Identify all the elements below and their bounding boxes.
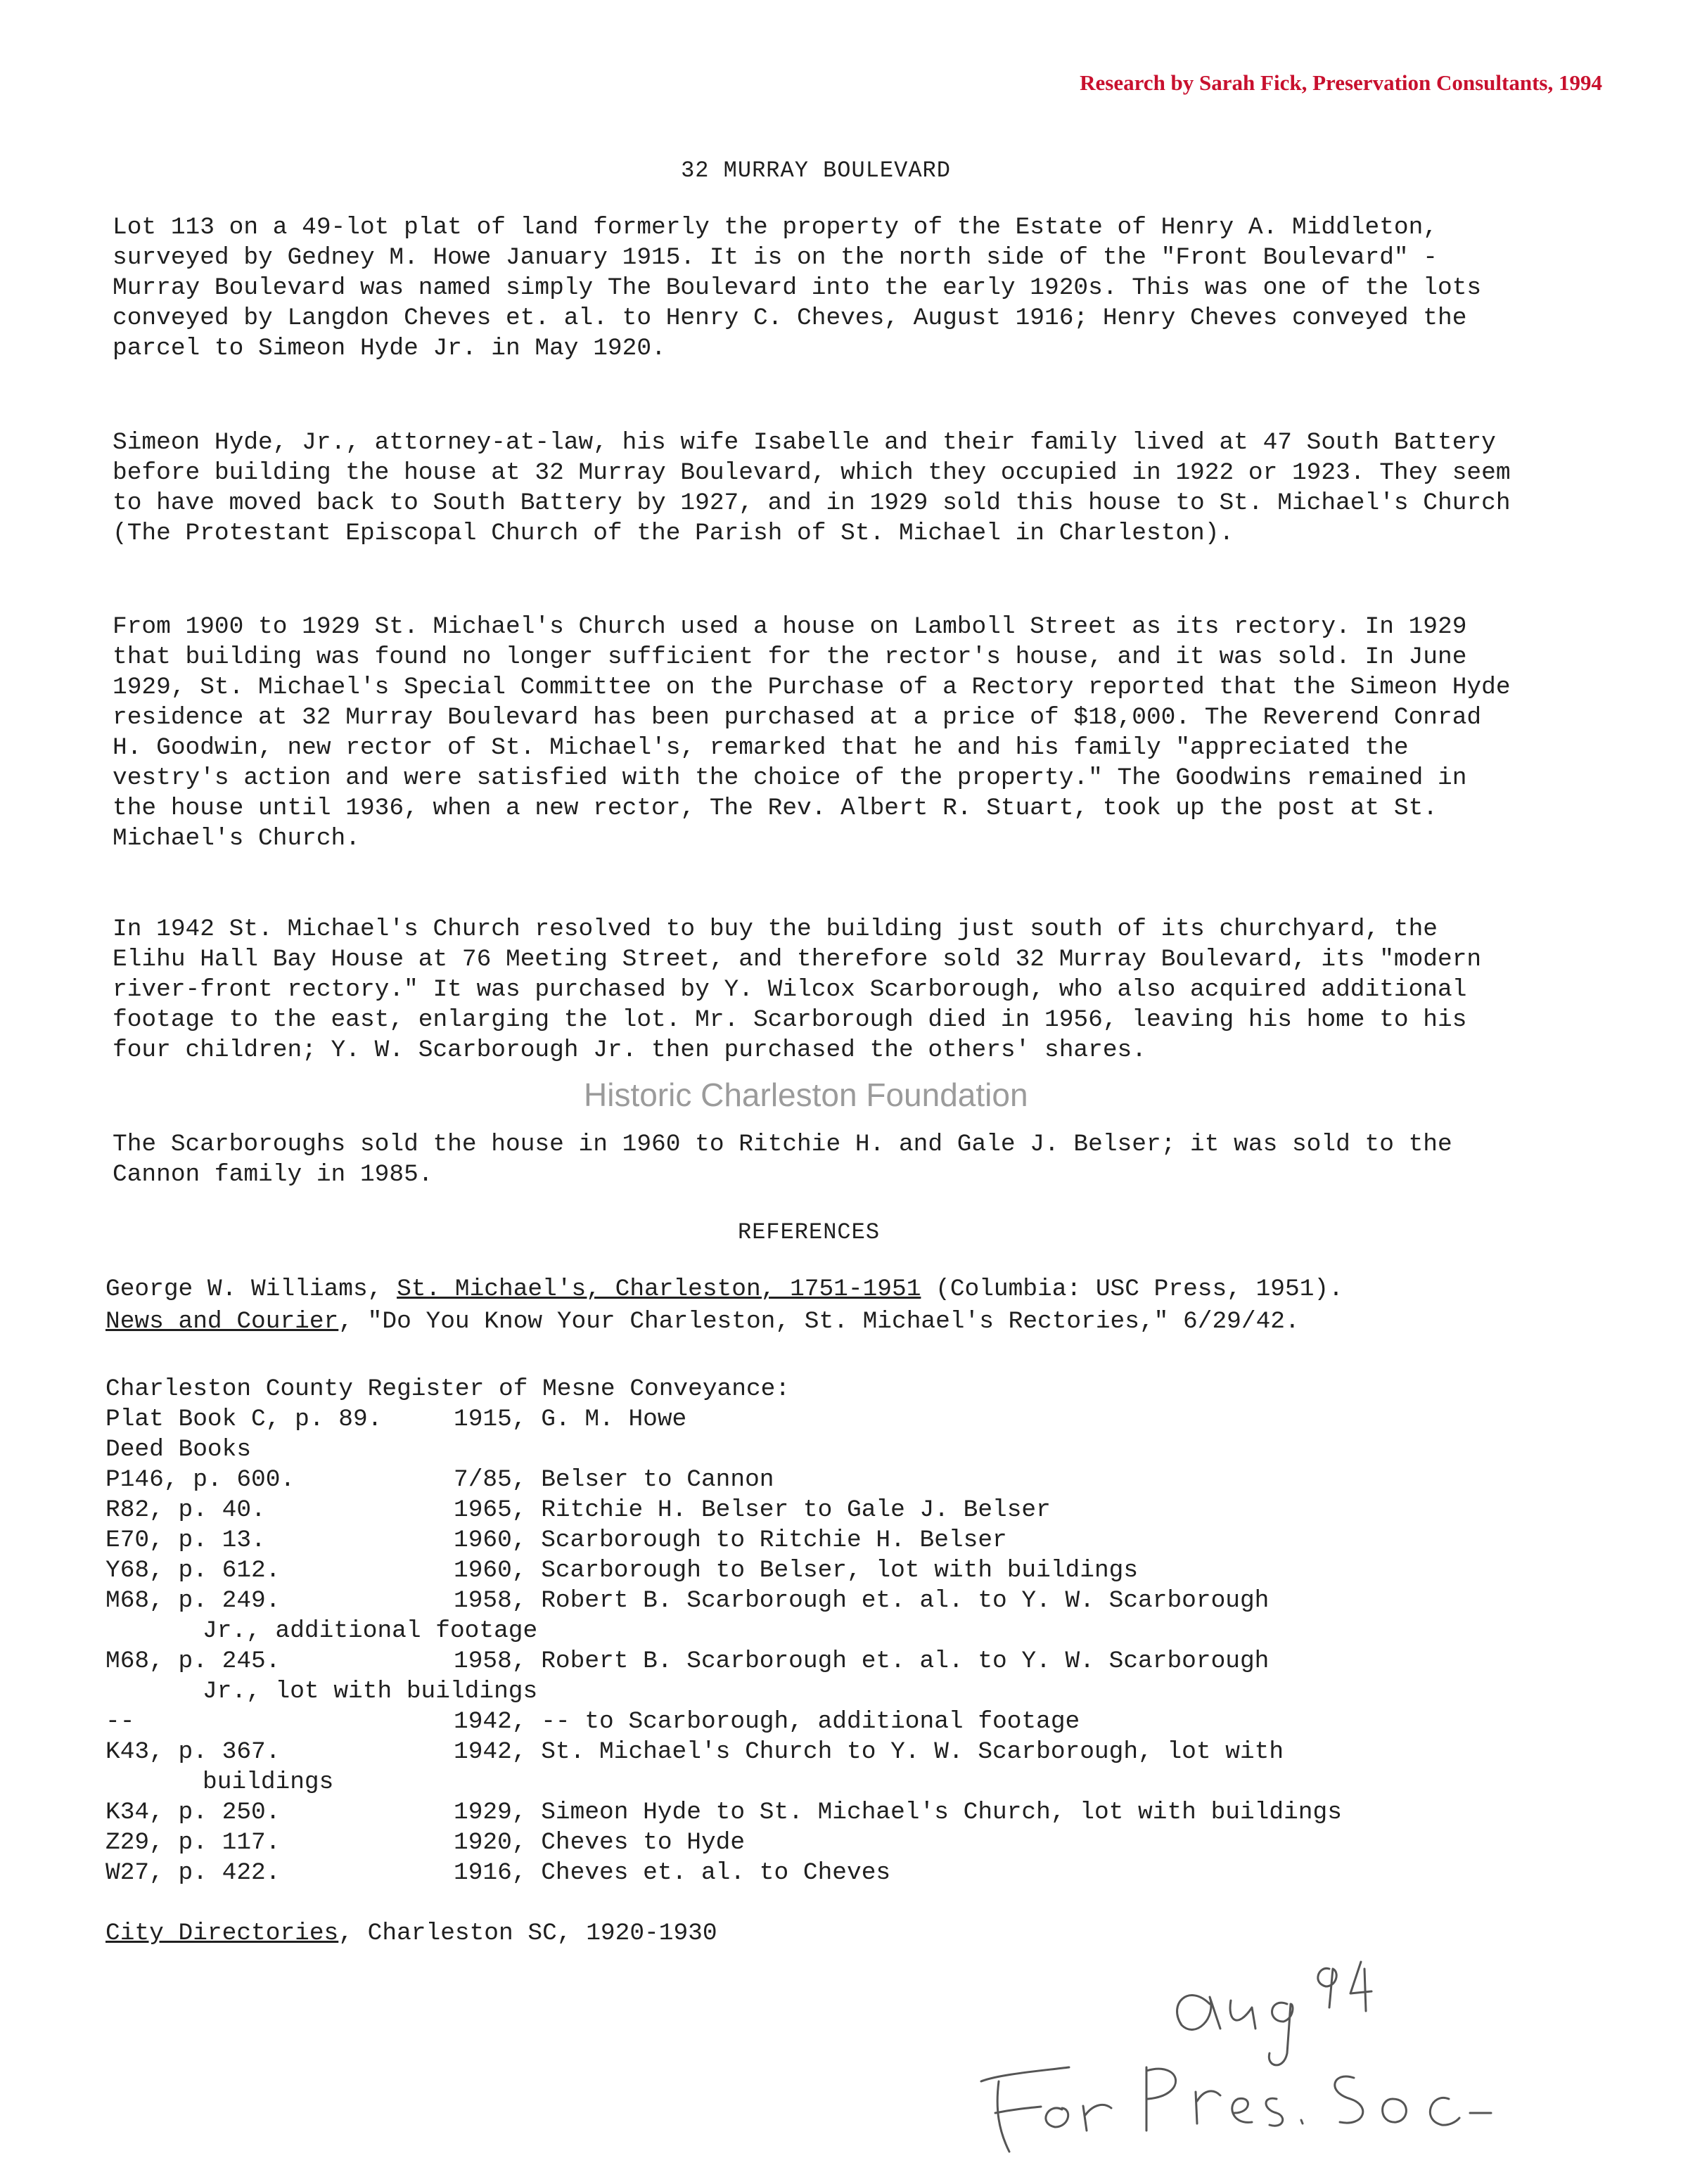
plat-book-row: Plat Book C, p. 89. 1915, G. M. Howe <box>106 1406 687 1433</box>
deed-continuation: Jr., lot with buildings <box>203 1678 538 1705</box>
deed-row <box>106 1646 1618 1676</box>
reference-news-courier: News and Courier, "Do You Know Your Charleston, St. Michael's Rectories," 6/29/42. <box>106 1308 1300 1335</box>
deed-description: 1942, St. Michael's Church to Y. W. Scarborough, lot with <box>454 1738 1284 1766</box>
deed-description: 1929, Simeon Hyde to St. Michael's Church, lot with buildings <box>454 1799 1342 1826</box>
deed-row <box>106 1828 1618 1858</box>
paragraph-simeon-hyde: Simeon Hyde, Jr., attorney-at-law, his wife Isabelle and their family lived at 47 South Battery before building the house at 32 Murray Boulevard, which they occupied in 1922 or 1923. They seem to have moved back to South Battery by 1927, and in 1929 sold this house to St. Michael's Church (The Protestant Episcopal Church of the Parish of St. Michael in Charleston). <box>113 429 1511 547</box>
deed-row <box>106 1555 1618 1586</box>
deed-reference: K34, p. 250. <box>106 1799 281 1826</box>
deed-reference: -- <box>106 1708 135 1735</box>
deed-reference: K43, p. 367. <box>106 1738 281 1766</box>
deed-books-heading: Deed Books <box>106 1436 252 1463</box>
deed-description: 1958, Robert B. Scarborough et. al. to Y. W. Scarborough <box>454 1647 1270 1675</box>
deed-row <box>106 1495 1618 1525</box>
news-courier-title: News and Courier <box>106 1308 339 1335</box>
deed-list <box>106 1465 1618 1888</box>
deed-description: 1965, Ritchie H. Belser to Gale J. Belser <box>454 1496 1051 1524</box>
deed-row <box>106 1858 1618 1888</box>
deed-row <box>106 1737 1618 1767</box>
references-heading: REFERENCES <box>737 1219 881 1245</box>
deed-row <box>106 1797 1618 1828</box>
paragraph-belser-cannon: The Scarboroughs sold the house in 1960 to Ritchie H. and Gale J. Belser; it was sold to the Cannon family in 1985. <box>113 1131 1452 1188</box>
deed-reference: M68, p. 245. <box>106 1647 281 1675</box>
handwritten-note <box>957 1941 1533 2166</box>
deed-reference: Y68, p. 612. <box>106 1557 281 1584</box>
reference-city-directories: City Directories, Charleston SC, 1920-1930 <box>106 1920 717 1947</box>
deed-row <box>106 1586 1618 1616</box>
deed-row <box>106 1707 1618 1737</box>
paragraph-lot-history: Lot 113 on a 49-lot plat of land formerly the property of the Estate of Henry A. Middleton, surveyed by Gedney M. Howe January 1915. It is on the north side of the "Front Boulevard" - Murray Boulevard was named simply The Boulevard into the early 1920s. This was one of the lots conveyed by Langdon Cheves et. al. to Henry C. Cheves, August 1916; Henry Cheves conveyed the parcel to Simeon Hyde Jr. in May 1920. <box>113 214 1482 362</box>
deed-description: 1960, Scarborough to Belser, lot with buildings <box>454 1557 1139 1584</box>
deed-reference: P146, p. 600. <box>106 1466 295 1494</box>
deed-description: 1958, Robert B. Scarborough et. al. to Y. W. Scarborough <box>454 1587 1270 1614</box>
paragraph-rectory: From 1900 to 1929 St. Michael's Church used a house on Lamboll Street as its rectory. In 1929 that building was found no longer sufficient for the rector's house, and it was sold. In June 1929, St. Michael's Special Committee on the Purchase of a Rectory reported that the Simeon Hyde residence at 32 Murray Boulevard has been purchased at a price of $18,000. The Reverend Conrad H. Goodwin, new rector of St. Michael's, remarked that he and his family "appreciated the vestry's action and were satisfied with the choice of the property." The Goodwins remained in the house until 1936, when a new rector, The Rev. Albert R. Stuart, took up the post at St. Michael's Church. <box>113 613 1511 852</box>
deed-reference: W27, p. 422. <box>106 1859 281 1887</box>
deed-continuation: buildings <box>203 1768 334 1796</box>
watermark: Historic Charleston Foundation <box>584 1077 1028 1113</box>
deed-description: 1920, Cheves to Hyde <box>454 1829 746 1856</box>
register-heading: Charleston County Register of Mesne Conveyance: <box>106 1375 791 1403</box>
reference-williams: George W. Williams, St. Michael's, Charleston, 1751-1951 (Columbia: USC Press, 1951). <box>106 1276 1343 1303</box>
deed-description: 7/85, Belser to Cannon <box>454 1466 774 1494</box>
deed-reference: Z29, p. 117. <box>106 1829 281 1856</box>
deed-description: 1960, Scarborough to Ritchie H. Belser <box>454 1527 1007 1554</box>
deed-row <box>106 1525 1618 1555</box>
deed-reference: E70, p. 13. <box>106 1527 266 1554</box>
deed-row <box>106 1465 1618 1495</box>
page-title: 32 MURRAY BOULEVARD <box>681 158 951 184</box>
deed-description: 1916, Cheves et. al. to Cheves <box>454 1859 891 1887</box>
deed-reference: M68, p. 249. <box>106 1587 281 1614</box>
research-credit: Research by Sarah Fick, Preservation Consultants, 1994 <box>1080 70 1602 95</box>
deed-reference: R82, p. 40. <box>106 1496 266 1524</box>
williams-book-title: St. Michael's, Charleston, 1751-1951 <box>397 1276 921 1303</box>
conveyance-records <box>106 1374 1618 1888</box>
paragraph-scarborough: In 1942 St. Michael's Church resolved to buy the building just south of its churchyard, the Elihu Hall Bay House at 76 Meeting Street, and therefore sold 32 Murray Boulevard, its "modern river-front rectory." It was purchased by Y. Wilcox Scarborough, who also acquired additional footage to the east, enlarging the lot. Mr. Scarborough died in 1956, leaving his home to his four children; Y. W. Scarborough Jr. then purchased the others' shares. <box>113 916 1482 1064</box>
deed-description: 1942, -- to Scarborough, additional footage <box>454 1708 1080 1735</box>
deed-continuation: Jr., additional footage <box>203 1617 538 1645</box>
city-directories-title: City Directories <box>106 1920 339 1947</box>
